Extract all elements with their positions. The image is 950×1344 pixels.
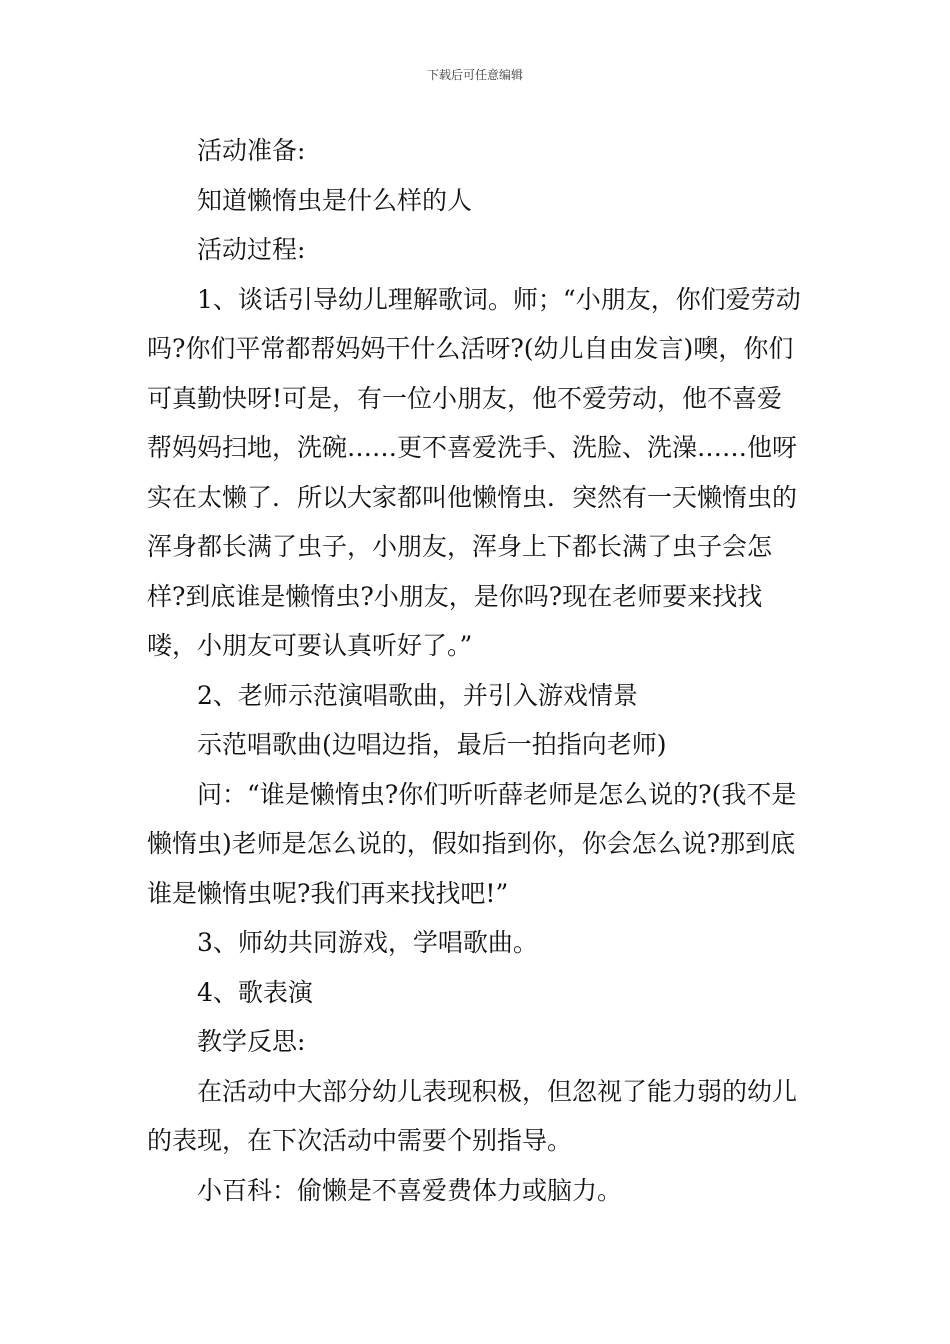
paragraph-reflection: 在活动中大部分幼儿表现积极，但忽视了能力弱的幼儿的表现，在下次活动中需要个别指导。: [147, 1076, 798, 1155]
paragraph-step-2-question: 问：“谁是懒惰虫?你们听听薛老师是怎么说的?(我不是懒惰虫)老师是怎么说的，假如指到你，你会怎么说?那到底谁是懒惰虫呢?我们再来找找吧!”: [147, 779, 797, 908]
paragraph-step-2-demo: 示范唱歌曲(边唱边指，最后一拍指向老师): [197, 730, 667, 759]
paragraph-activity-process-heading: 活动过程:: [197, 235, 306, 264]
paragraph-step-3: 3、师幼共同游戏，学唱歌曲。: [197, 928, 538, 957]
paragraph-step-1: 1、谈话引导幼儿理解歌词。师；“小朋友，你们爱劳动吗?你们平常都帮妈妈干什么活呀?(幼儿自由发言)噢，你们可真勤快呀!可是，有一位小朋友，他不爱劳动，他不喜爱帮妈妈扫地，洗碗……更不喜爱洗手、洗脸、洗澡……他呀实在太懒了．所以大家都叫他懒惰虫．突然有一天懒惰虫的浑身都长满了虫子，小朋友，浑身上下都长满了虫子会怎样?到底谁是懒惰虫?小朋友，是你吗?现在老师要来找找喽，小朋友可要认真听好了。”: [147, 284, 801, 660]
paragraph-step-2: 2、老师示范演唱歌曲，并引入游戏情景: [197, 680, 638, 710]
paragraph-reflection-heading: 教学反思:: [197, 1027, 306, 1056]
header-note: 下载后可任意编辑: [426, 68, 523, 82]
paragraph-activity-prep: 知道懒惰虫是什么样的人: [197, 185, 473, 215]
paragraph-activity-prep-heading: 活动准备:: [197, 136, 306, 165]
paragraph-step-4: 4、歌表演: [197, 977, 313, 1007]
paragraph-encyclopedia: 小百科：偷懒是不喜爱费体力或脑力。: [197, 1175, 623, 1205]
document-body: [147, 126, 807, 1215]
